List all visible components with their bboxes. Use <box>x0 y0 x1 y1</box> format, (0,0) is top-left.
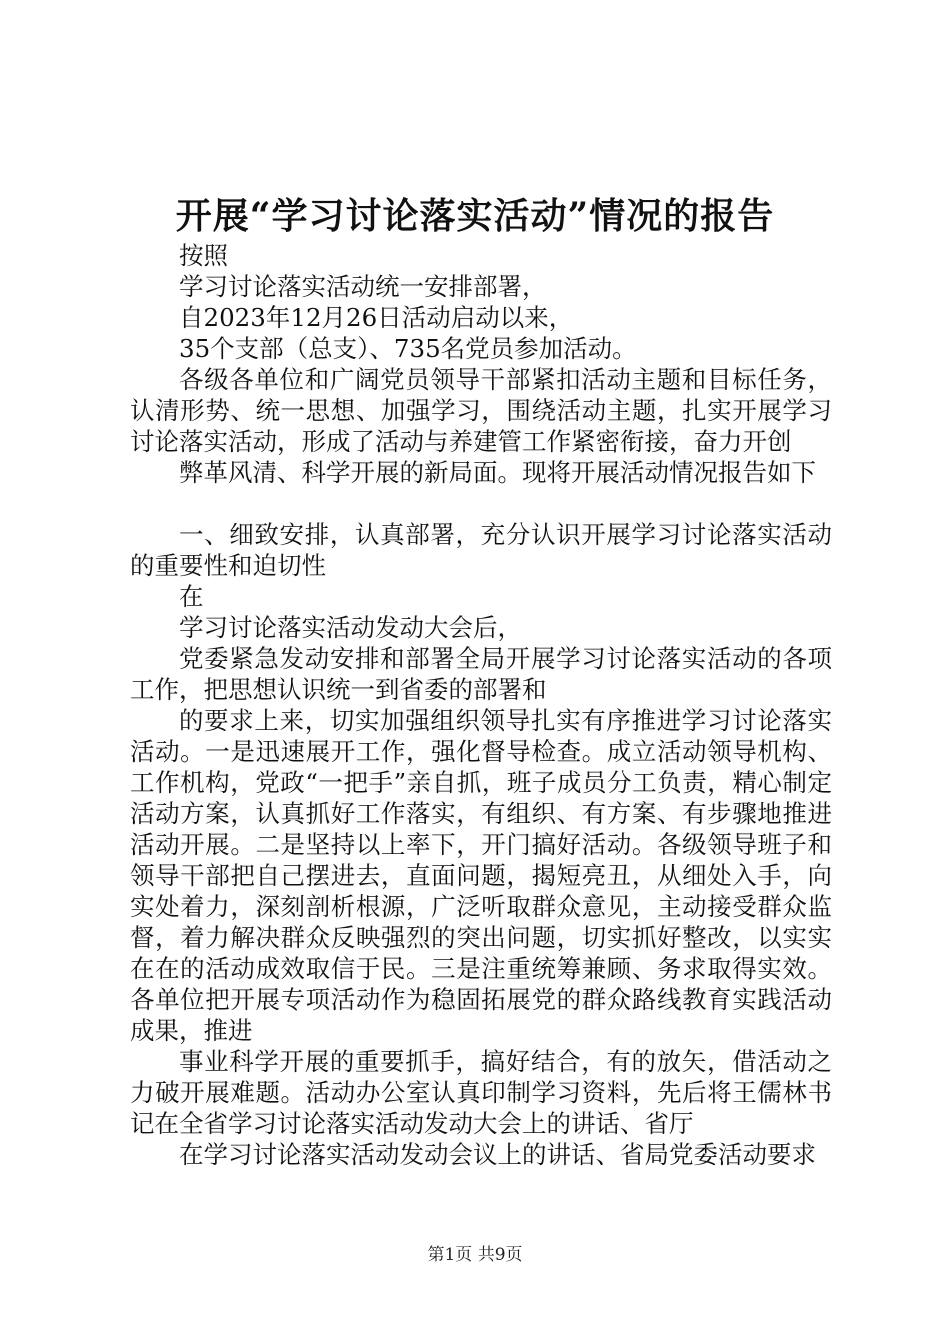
document-body <box>130 240 832 1170</box>
document-title: 开展“学习讨论落实活动”情况的报告 <box>175 195 775 237</box>
paragraph-1: 按照 <box>179 241 228 270</box>
paragraph-12: 事业科学开展的重要抓手，搞好结合，有的放矢，借活动之力破开展难题。活动办公室认真印制学习资料，先后将王儒林书记在全省学习讨论落实活动发动大会上的讲话、省厅 <box>130 1047 832 1138</box>
paragraph-6: 弊革风清、科学开展的新局面。现将开展活动情况报告如下 <box>179 458 816 487</box>
paragraph-10: 党委紧急发动安排和部署全局开展学习讨论落实活动的各项工作，把思想认识统一到省委的部署和 <box>130 644 832 704</box>
paragraph-4: 35个支部（总支）、735名党员参加活动。 <box>179 334 637 363</box>
paragraph-3: 自2023年12月26日活动启动以来， <box>179 303 574 332</box>
paragraph-2: 学习讨论落实活动统一安排部署， <box>179 272 547 301</box>
section-heading-1: 一、细致安排，认真部署，充分认识开展学习讨论落实活动的重要性和迫切性 <box>130 520 832 580</box>
paragraph-gap <box>130 488 832 519</box>
paragraph-8: 在 <box>179 582 204 611</box>
paragraph-5: 各级各单位和广阔党员领导干部紧扣活动主题和目标任务，认清形势、统一思想、加强学习，围绕活动主题，扎实开展学习讨论落实活动，形成了活动与养建管工作紧密衔接，奋力开创 <box>130 365 832 456</box>
paragraph-11: 的要求上来，切实加强组织领导扎实有序推进学习讨论落实活动。一是迅速展开工作，强化督导检查。成立活动领导机构、工作机构，党政“一把手”亲自抓，班子成员分工负责，精心制定活动方案，认真抓好工作落实，有组织、有方案、有步骤地推进活动开展。二是坚持以上率下，开门搞好活动。各级领导班子和领导干部把自己摆进去，直面问题，揭短亮丑，从细处入手，向实处着力，深刻剖析根源，广泛听取群众意见，主动接受群众监督，着力解决群众反映强烈的突出问题，切实抓好整改，以实实在在的活动成效取信于民。三是注重统筹兼顾、务求取得实效。各单位把开展专项活动作为稳固拓展党的群众路线教育实践活动成果，推进 <box>130 706 832 1045</box>
page-footer: 第1页 共9页 <box>427 1245 523 1265</box>
paragraph-13: 在学习讨论落实活动发动会议上的讲话、省局党委活动要求 <box>179 1140 816 1169</box>
paragraph-9: 学习讨论落实活动发动大会后， <box>179 613 522 642</box>
